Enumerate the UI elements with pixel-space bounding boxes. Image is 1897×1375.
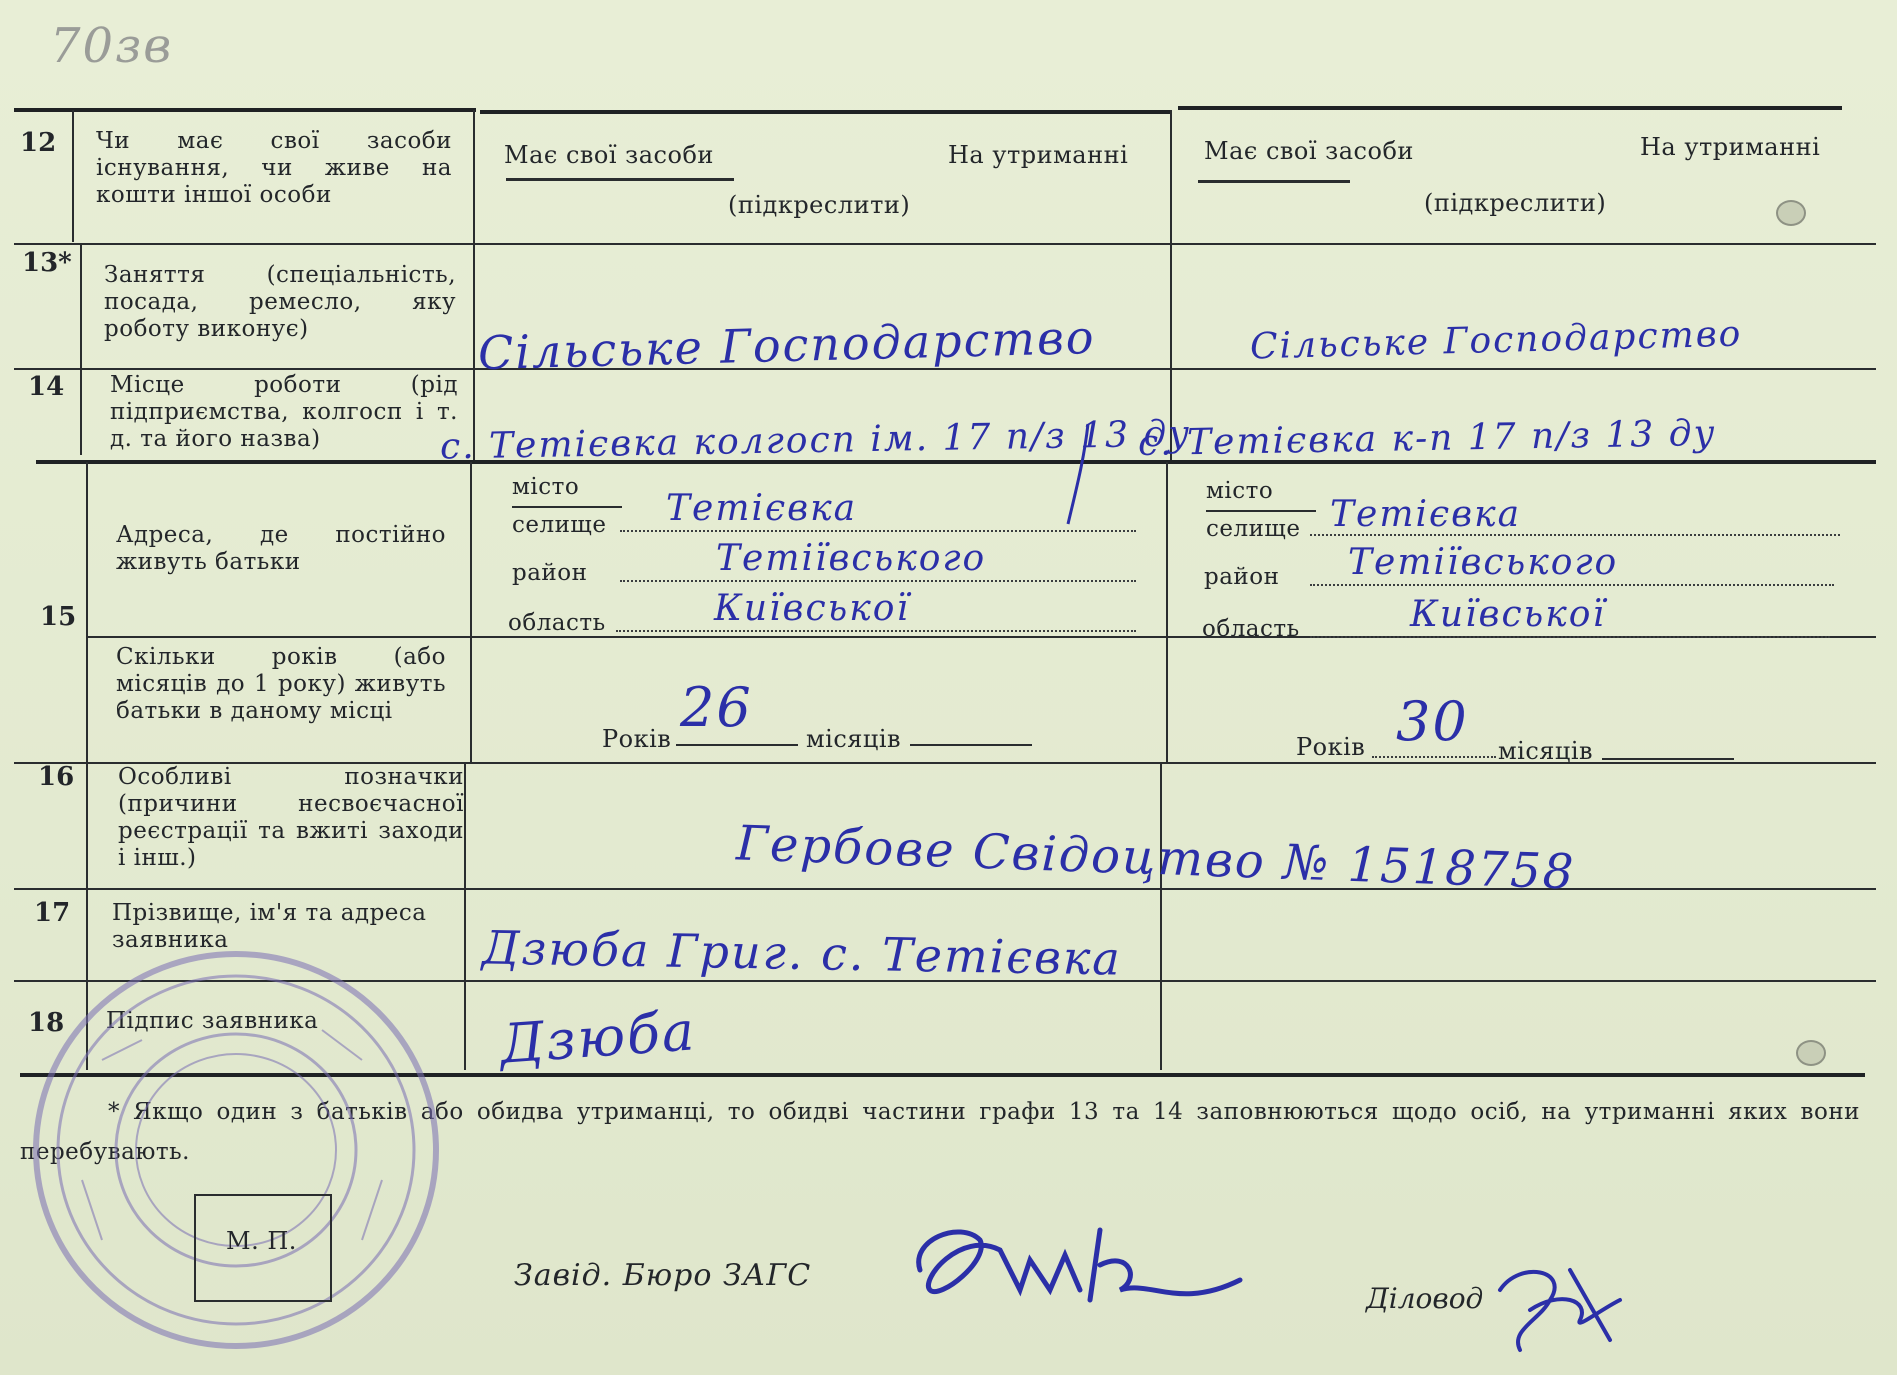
row14-bottom <box>36 460 1876 464</box>
col-num-sep-1 <box>72 110 74 242</box>
row12-father-dependent: На утриманні <box>948 141 1129 169</box>
row15-number: 15 <box>40 602 77 632</box>
row17-applicant: Дзюба Григ. с. Тетієвка <box>481 920 1123 986</box>
top-border-mid <box>480 110 1170 114</box>
row12-mother-hint: (підкреслити) <box>1424 189 1607 217</box>
row15-father-years: 26 <box>680 676 753 739</box>
row13-mother-occupation: Сільське Господарство <box>1249 313 1743 368</box>
row12-father-underline <box>506 178 734 181</box>
row15-mother-district-line <box>1310 584 1834 586</box>
row16-number: 16 <box>38 762 75 792</box>
row13-father-occupation: Сільське Господарство <box>477 309 1097 381</box>
row15-mother-region-label: область <box>1202 616 1300 642</box>
row15-father-region: Київської <box>714 588 910 629</box>
row15-father-district: Тетіївського <box>716 538 987 579</box>
row15-mother-city-line <box>1206 510 1316 512</box>
row15-father-district-line <box>620 580 1136 582</box>
row15-father-region-label: область <box>508 610 606 636</box>
row16-question: Особливі позначки (причини несвоєчасної реєстрації та вжиті заходи і інш.) <box>118 764 464 871</box>
row18-question: Підпис заявника <box>106 1008 319 1034</box>
col-parent-sep-2 <box>1166 462 1168 762</box>
row12-father-own-means: Має свої засоби <box>504 141 714 169</box>
row15-address-question: Адреса, де постійно живуть батьки <box>116 522 446 575</box>
row18-applicant-signature: Дзюба <box>498 999 699 1076</box>
top-border-left <box>14 108 476 112</box>
row14-father-workplace: с. Тетієвка колгосп ім. 17 п/з 13 ду <box>439 413 1192 468</box>
row12-father-hint: (підкреслити) <box>728 191 911 219</box>
row15-father-months-line <box>910 744 1032 746</box>
clerk-label: Діловод <box>1366 1282 1484 1315</box>
stamp-mp-label: М. П. <box>226 1227 297 1255</box>
footnote: * Якщо один з батьків або обидва утриманці, то обидві частини графи 13 та 14 заповнюються щодо осіб, на утриманні яких вони перебувають. <box>20 1099 1860 1165</box>
row17-number: 17 <box>34 898 71 928</box>
col-num-sep-2 <box>80 245 82 455</box>
row18-number: 18 <box>28 1008 65 1038</box>
row15-father-district-label: район <box>512 560 588 586</box>
row15-father-years-label: Років <box>602 725 672 753</box>
row15-mother-years-label: Років <box>1296 733 1366 761</box>
row15-mother-district: Тетіївського <box>1348 542 1619 583</box>
col-question-sep-1 <box>473 110 475 460</box>
row15-father-years-line <box>676 744 798 746</box>
row15-father-region-line <box>616 630 1136 632</box>
punch-hole <box>1776 200 1806 226</box>
row13-number: 13* <box>22 248 72 278</box>
row13-question: Заняття (спеціальність, посада, ремесло, яку роботу виконує) <box>104 262 456 342</box>
head-of-registry-label: Завід. Бюро ЗАГС <box>514 1258 812 1293</box>
row15-father-city-line <box>512 506 622 508</box>
row15-mother-city-label: місто <box>1206 478 1274 504</box>
row14-mother-workplace: с. Тетієвка к-п 17 п/з 13 ду <box>1137 412 1717 465</box>
row16-bottom <box>14 888 1876 890</box>
head-signature <box>900 1210 1260 1330</box>
row15-father-city-label: місто <box>512 474 580 500</box>
row15-father-village: Тетієвка <box>666 488 858 529</box>
row15-mother-region-line <box>1310 636 1830 638</box>
col-parent-sep-1 <box>1170 110 1172 460</box>
row15-father-months-label: місяців <box>806 725 902 753</box>
row17-question: Прізвище, ім'я та адреса заявника <box>112 900 427 953</box>
row15-mother-years-line <box>1372 756 1496 758</box>
page-note: 70зв <box>50 18 174 74</box>
row15-mother-village-label: селище <box>1206 516 1301 542</box>
row14-pen-stroke <box>1060 420 1100 530</box>
row15-mother-district-label: район <box>1204 564 1280 590</box>
row12-bottom <box>14 243 1876 245</box>
row15-duration-question: Скільки років (або місяців до 1 року) живуть батьки в даному місці <box>116 644 446 724</box>
col-num-sep-3 <box>86 462 88 762</box>
row15-father-village-label: селище <box>512 512 607 538</box>
row14-number: 14 <box>28 372 65 402</box>
row12-mother-dependent: На утриманні <box>1640 133 1821 161</box>
row15-father-village-line <box>620 530 1136 532</box>
row15-mother-years: 30 <box>1396 690 1469 753</box>
row12-mother-own-means: Має свої засоби <box>1204 137 1414 165</box>
row16-special-notes: Гербове Свідоцтво № 1518758 <box>735 815 1577 901</box>
punch-hole <box>1796 1040 1826 1066</box>
row15-mother-village: Тетієвка <box>1330 494 1522 535</box>
row12-mother-underline <box>1198 180 1350 183</box>
row13-bottom <box>14 368 1876 370</box>
row12-number: 12 <box>20 128 57 158</box>
row14-question: Місце роботи (рід підприємства, колгосп і т. д. та його назва) <box>110 372 458 452</box>
row15-mother-region: Київської <box>1410 594 1606 635</box>
col-question-sep-3 <box>464 764 466 1070</box>
clerk-signature <box>1480 1250 1640 1360</box>
row15-mother-months-label: місяців <box>1498 737 1594 765</box>
col-parent-sep-3 <box>1160 764 1162 1070</box>
row12-question: Чи має свої засоби існування, чи живе на кошти іншої особи <box>96 128 452 208</box>
col-question-sep-2 <box>470 462 472 762</box>
top-border-right <box>1178 106 1842 110</box>
row15-mother-months-line <box>1602 758 1734 760</box>
